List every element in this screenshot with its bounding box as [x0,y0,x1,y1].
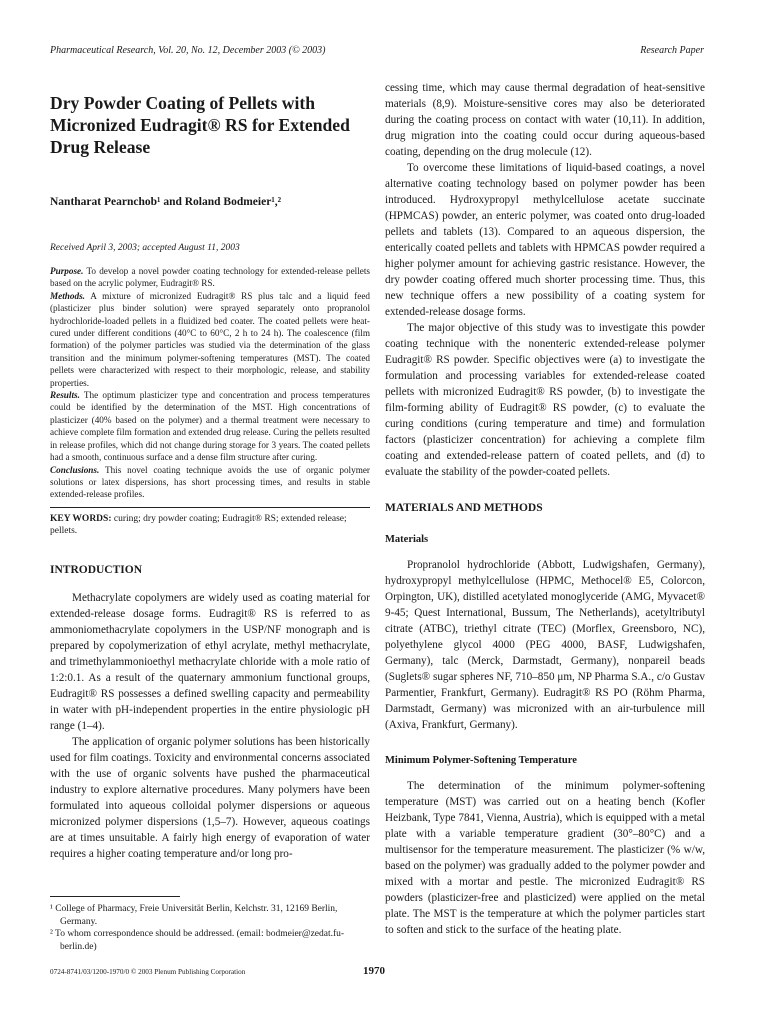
footnotes [50,896,370,953]
keywords [50,507,370,538]
intro-paragraph-1: Methacrylate copolymers are widely used as coating material for extended-release dosage forms. Eudragit® RS is referred to as ammoniomethacrylate copolymers in the USP/NF monograph and is prepared by copolymerization of ethyl acrylate, methyl methacrylate, and trimethylammonioethyl methacrylate chloride with a mole ratio of 1:2:0.1. As a result of the quaternary ammonium functional groups, Eudragit® RS possesses a defined swelling capacity and permeability in water with pH-independent properties in the entire physiologic pH range (1–4). [50,591,370,732]
page-number: 1970 [363,965,385,977]
abstract-results [50,389,370,463]
conclusions-text: This novel coating technique avoids the use of organic polymer solutions or latex dispersions, has short processing times, and results in stable extended-release profiles. [50,464,370,500]
footnote-1: ¹ College of Pharmacy, Freie Universität Berlin, Kelchstr. 31, 12169 Berlin, Germany. [50,904,338,927]
intro-paragraph-5: The major objective of this study was to investigate this powder coating technique with the nonenteric extended-release polymer Eudragit® RS powder. Specific objectives were (a) to investigate the formulation and processing variables for extended-release coated pellets with micronized Eudragit® RS powder, (b) to investigate the film-forming ability of Eudragit® RS powder, (c) to evaluate the curing conditions (curing temperature and time) and formulation factors (plasticizer concentration) for achieving a complete film coating and extended-release pattern of coated pellets, and (d) to evaluate the stability of the powder-coated pellets. [385,322,705,478]
materials-heading: Materials [385,534,429,545]
keywords-text: curing; dry powder coating; Eudragit® RS; extended release; pellets. [50,513,347,537]
mst-body [385,778,705,938]
running-head-journal: Pharmaceutical Research, Vol. 20, No. 12, December 2003 (© 2003) [50,45,326,56]
abstract-purpose [50,265,370,290]
introduction-continued [385,80,705,480]
copyright-line: 0724-8741/03/1200-1970/0 © 2003 Plenum Publishing Corporation [50,968,246,976]
footnote-2: ² To whom correspondence should be addressed. (email: bodmeier@zedat.fu-berlin.de) [50,929,345,952]
materials-paragraph: Propranolol hydrochloride (Abbott, Ludwigshafen, Germany), hydroxypropyl methylcellulose (HPMC, Methocel® E5, Colorcon, Orpington, UK), distilled acetylated monoglyceride (AMG, Myvacet® 9-45; Quest International, Bussum, The Netherlands), acetyltributyl citrate (ATBC), triethyl citrate (TEC) (Morflex, Greensboro, NC), polyethylene glycol 4000 (PEG 4000, BASF, Ludwigshafen, Germany), talc (Merck, Darmstadt, Germany), nonpareil beads (Suglets® sugar spheres NF, 710–850 μm, NP Pharma S.A., c/o Gustav Parmentier, Frankfurt, Germany). Eudragit® RS PO (Röhm Pharma, Darmstadt, Germany) was micronized with an air-turbulence mill (Axiva, Frankfurt, Germany). [385,559,705,731]
methods-text: A mixture of micronized Eudragit® RS plus talc and a liquid feed (plasticizer plus binder solution) were sprayed separately onto propranolol hydrochloride-loaded pellets in a fluidized bed coater. The coated pellets were heat-cured under different conditions (40°C to 60°C, 2 h to 24 h). The coalescence (film formation) of the polymer particles was studied via the determination of the glass transition and the minimum polymer-softening temperatures (MST). The coated pellets were characterized with respect to their morphologic, release, and stability properties. [50,290,370,388]
footnote-rule [50,896,180,897]
introduction-body [50,590,370,862]
results-label: Results. [50,390,80,401]
results-text: The optimum plasticizer type and concentration and process temperatures could be identified by the determination of the MST. High concentrations of plasticizer (40% based on the polymer) and a thermal treatment were necessary to achieve complete film formation and extended drug release. Curing the pellets resulted in release profiles, which did not change during storage for 3 years. The coated pellets had a smooth, continuous surface and a dense film structure after curing. [50,390,370,463]
mst-heading: Minimum Polymer-Softening Temperature [385,755,577,766]
author-list: Nantharat Pearnchob¹ and Roland Bodmeier¹,² [50,196,282,208]
running-head-section: Research Paper [640,45,704,56]
methods-label: Methods. [50,290,85,301]
abstract-methods [50,290,370,389]
received-dates: Received April 3, 2003; accepted August 11, 2003 [50,243,240,253]
keywords-label: KEY WORDS: [50,513,112,524]
abstract [50,265,370,501]
abstract-conclusions [50,464,370,501]
introduction-heading: INTRODUCTION [50,563,143,576]
intro-paragraph-4: To overcome these limitations of liquid-based coatings, a novel alternative coating technology based on polymer powder has been introduced. Hydroxypropyl methylcellulose acetate succinate (HPMCAS) powder, an enteric polymer, was coated onto drug-loaded pellets and tablets (13). Compared to an aqueous dispersion, the enterically coated pellets and tablets with HPMCAS powder required a higher polymer amount for achieving gastric resistance. However, the dry powder coating offered much shorter processing time. Thus, this new technique offers a new possibility of a coating system for extended-release dosage forms. [385,162,705,318]
article-title: Dry Powder Coating of Pellets with Micronized Eudragit® RS for Extended Drug Release [50,93,350,157]
left-column [50,92,370,862]
conclusions-label: Conclusions. [50,464,100,475]
purpose-text: To develop a novel powder coating technology for extended-release pellets based on the acrylic polymer, Eudragit® RS. [50,266,370,289]
materials-body [385,557,705,733]
intro-paragraph-3: cessing time, which may cause thermal degradation of heat-sensitive materials (8,9). Moisture-sensitive cores may also be deteriorated during the coating process on contact with water (10,11). In addition, drug migration into the coating could occur during aqueous-based coating, depending on the drug molecule (12). [385,82,705,158]
right-column [385,80,705,938]
mst-paragraph: The determination of the minimum polymer-softening temperature (MST) was carried out on a heating bench (Kofler Heizbank, Type 7841, Vienna, Austria), which is equipped with a metal plate with a variable temperature gradient (30°–80°C) and a multisensor for the temperature measurement. The plasticizer (% w/w, based on the polymer) was gradually added to the polymer powder and mixed with a mortar and pestle. The micronized Eudragit® RS powders (plasticizer-free and plasticized) were applied on the metal plate. The MST is the temperature at which the polymer particles start to soften and stick to the surface of the heating plate. [385,780,705,936]
purpose-label: Purpose. [50,266,84,276]
intro-paragraph-2: The application of organic polymer solutions has been historically used for film coatings. Toxicity and environmental concerns associated with the use of organic solvents have pushed the pharmaceutical industry to explore alternative procedures. Many polymers have been formulated into aqueous colloidal polymer dispersions or aqueous micronized polymer dispersions (1,5–7). However, aqueous coatings are at times unsuitable. A fairly high energy of evaporation of water requires a higher coating temperature and/or long pro- [50,735,370,860]
methods-heading: MATERIALS AND METHODS [385,502,543,514]
